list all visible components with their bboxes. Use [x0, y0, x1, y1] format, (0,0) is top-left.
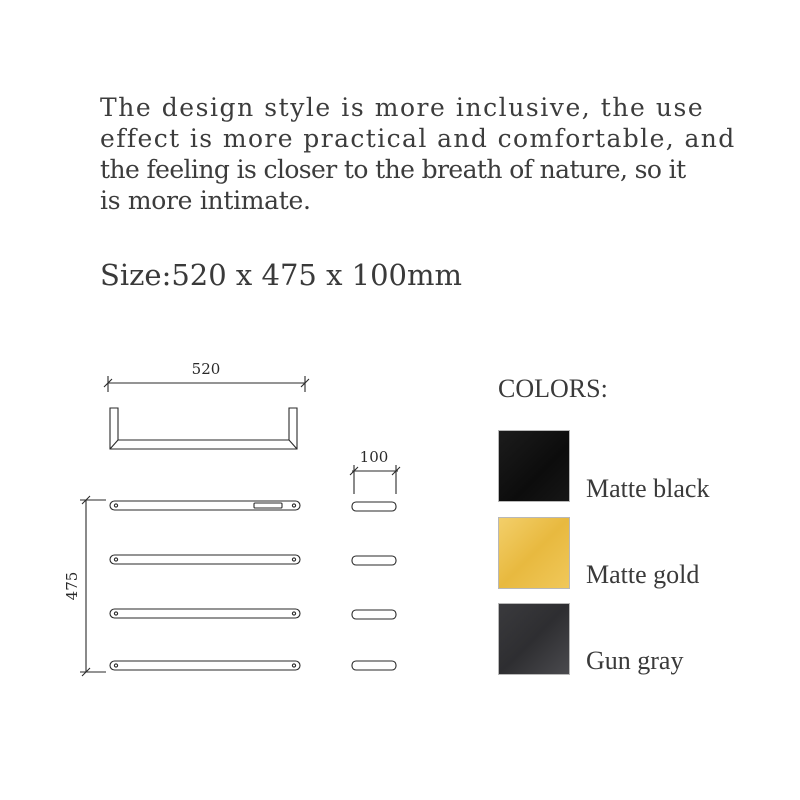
- width-dimension-line: [104, 376, 309, 392]
- color-label-matte-black: Matte black: [586, 474, 710, 503]
- description-line: the feeling is closer to the breath of nature, so it: [100, 155, 686, 184]
- description-line: is more intimate.: [100, 186, 311, 215]
- side-view-bar: [352, 502, 396, 511]
- description-line: The design style is more inclusive, the use: [100, 93, 705, 122]
- towel-bar: [110, 661, 300, 670]
- color-label-gun-gray: Gun gray: [586, 646, 684, 675]
- size-spec: Size:520 x 475 x 100mm: [100, 258, 462, 292]
- height-label: 475: [63, 571, 81, 601]
- side-view-bar: [352, 610, 396, 619]
- top-view-outline: [110, 408, 297, 449]
- color-label-matte-gold: Matte gold: [586, 560, 700, 589]
- depth-label: 100: [359, 448, 389, 466]
- towel-bar: [110, 609, 300, 618]
- towel-bar: [110, 501, 300, 510]
- side-view-bar: [352, 556, 396, 565]
- height-dimension-line: [80, 496, 106, 676]
- towel-bar: [110, 555, 300, 564]
- color-swatch-matte-gold: [498, 517, 570, 589]
- depth-dimension-line: [350, 465, 400, 494]
- width-label: 520: [191, 360, 221, 378]
- colors-heading: COLORS:: [498, 374, 608, 403]
- side-view-bar: [352, 661, 396, 670]
- color-swatch-matte-black: [498, 430, 570, 502]
- color-swatch-gun-gray: [498, 603, 570, 675]
- description-line: effect is more practical and comfortable, and: [100, 124, 736, 153]
